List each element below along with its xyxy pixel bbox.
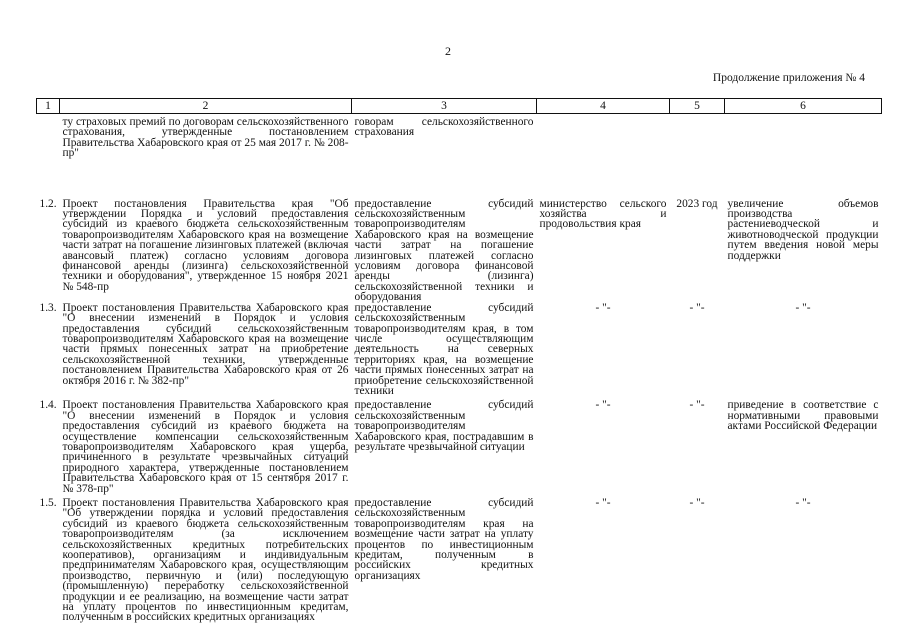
row-document-name: Проект постановления Правительства края "Об утверждении Порядка и условий предоставления субсидий из краевого бюджета сельскохозяйственным товаропроизводителям Хабаровского края на возмещение части затрат на погашение лизинговых платежей (включая авансовый платеж) согласно условиям договора финансовой аренды (лизинга) сельскохозяйственной техники и оборудования", утвержденное 15 ноября 2021 № 548-пр	[62, 197, 349, 293]
row-executor: министерство сельского хозяйства и продовольствия края	[539, 197, 667, 231]
table-row	[37, 199, 882, 303]
row-executor: - "-	[595, 399, 611, 412]
row-year: - "-	[689, 301, 705, 314]
row-result: приведение в соответствие с нормативными правовыми актами Российской Федерации	[727, 399, 879, 433]
row-year: - "-	[689, 399, 705, 412]
column-header-number: 1	[37, 99, 60, 114]
row-document-name: Проект постановления Правительства Хабаровского края "О внесении изменений в Порядок и условия предоставления субсидий из краевого бюджета на осуществление компенсации сельскохозяйственным товаропроизводителям Хабаровского края ущерба, причиненного в результате чрезвычайных ситуаций природного характера, утвержденные постановлением Правительства Хабаровского края от 15 сентября 2017 г. № 378-пр"	[62, 399, 349, 495]
row-purpose: говорам сельскохозяйственного страхования	[354, 116, 534, 139]
row-purpose: предоставление субсидий сельскохозяйственным товаропроизводителям Хабаровского края на возмещение части затрат на погашение лизинговых платежей согласно условиям договора финансовой аренды (лизинга) сельскохозяйственной техники и оборудования	[354, 197, 534, 304]
page-number: 2	[445, 44, 451, 58]
row-year	[670, 114, 725, 199]
row-purpose: предоставление субсидий сельскохозяйственным товаропроизводителям Хабаровского края, пострадавшим в результате чрезвычайной ситуации	[354, 399, 534, 453]
row-purpose: предоставление субсидий сельскохозяйственным товаропроизводителям края, в том числе осуществляющим деятельность на северных территориях края, на возмещение части прямых понесенных затрат на приобретение сельскохозяйственной техники	[354, 301, 534, 397]
column-header-year: 5	[670, 99, 725, 114]
row-executor	[537, 114, 670, 199]
measures-table	[36, 98, 882, 633]
row-executor: - "-	[595, 497, 611, 509]
column-header-executor: 4	[537, 99, 670, 114]
table-header-row	[37, 99, 882, 114]
row-number: 1.3.	[39, 301, 57, 314]
row-number	[37, 114, 60, 199]
row-document-name: Проект постановления Правительства Хабаровского края "Об утверждении порядка и условий предоставления субсидий из краевого бюджета сельскохозяйственным товаропроизводителям (за исключением сельскохозяйственных кредитных потребительских кооперативов), организациям и индивидуальным предпринимателям Хабаровского края, осуществляющим производство, первичную и (или) последующую (промышленную) переработку сельскохозяйственной продукции и ее реализацию, на возмещение части затрат на уплату процентов по инвестиционным кредитам, полученным в российских кредитных организациях	[62, 497, 349, 624]
row-year: 2023 год	[676, 197, 718, 210]
row-purpose: предоставление субсидий сельскохозяйственным товаропроизводителям края на возмещение части затрат на уплату процентов по инвестиционным кредитам, полученным в российских кредитных организациях	[354, 497, 534, 582]
row-result: - "-	[795, 497, 811, 509]
row-result: увеличение объемов производства растениеводческой и животноводческой продукции путем введения новой меры поддержки	[727, 197, 879, 262]
table-row	[37, 400, 882, 498]
row-result	[725, 114, 882, 199]
row-year: - "-	[689, 497, 705, 509]
row-document-name: ту страховых премий по договорам сельскохозяйственного страхования, утвержденные постановлением Правительства Хабаровского края от 25 мая 2017 г. № 208-пр"	[62, 116, 349, 160]
row-result: - "-	[795, 301, 811, 314]
row-document-name: Проект постановления Правительства Хабаровского края "О внесении изменений в Порядок и условия предоставления субсидий сельскохозяйственным товаропроизводителям Хабаровского края на возмещение части прямых понесенных затрат на приобретение сельскохозяйственной техники, утвержденные постановлением Правительства Хабаровского края от 26 октября 2016 г. № 382-пр"	[62, 301, 349, 387]
row-number: 1.2.	[39, 197, 57, 210]
table-row	[37, 114, 882, 199]
table-row	[37, 498, 882, 633]
column-header-result: 6	[725, 99, 882, 114]
column-header-purpose: 3	[352, 99, 537, 114]
column-header-name: 2	[60, 99, 352, 114]
row-number: 1.5.	[39, 497, 57, 509]
row-executor: - "-	[595, 301, 611, 314]
row-number: 1.4.	[39, 399, 57, 412]
appendix-continuation-label: Продолжение приложения № 4	[712, 72, 865, 84]
table-row	[37, 303, 882, 401]
